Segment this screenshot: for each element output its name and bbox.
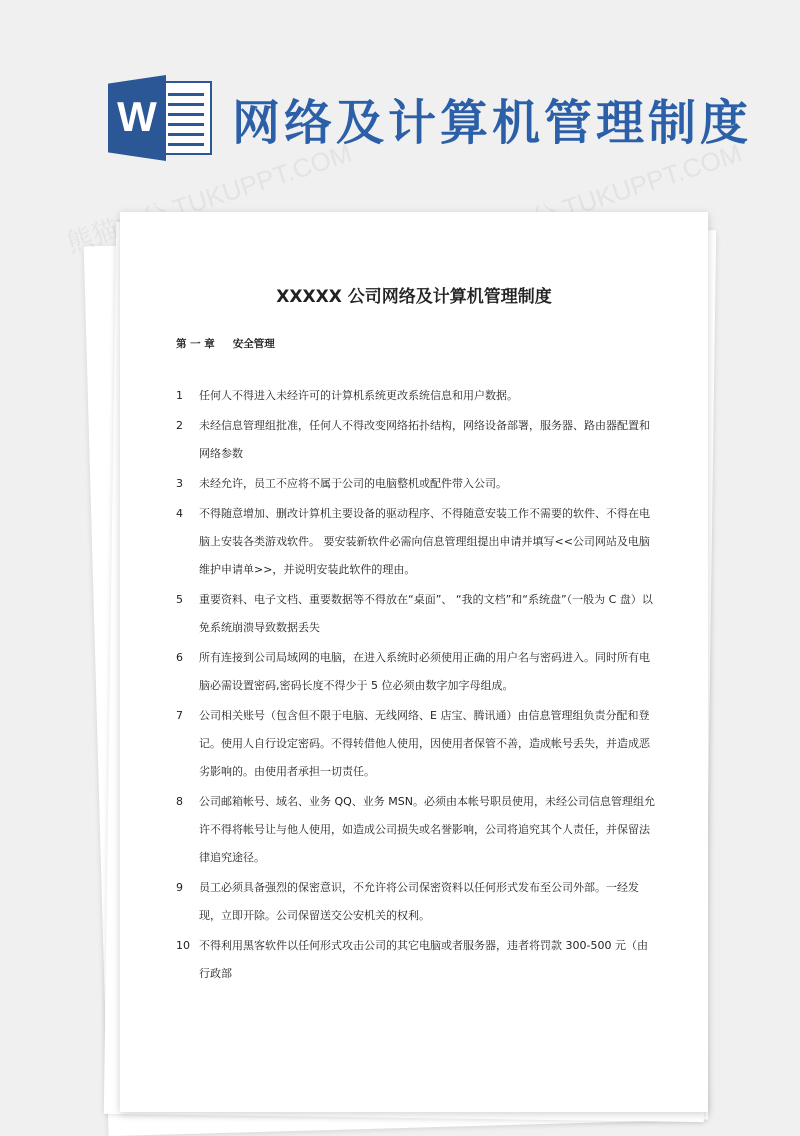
item-number: 8	[176, 795, 183, 808]
item-number: 7	[176, 709, 183, 722]
word-document-icon	[108, 75, 212, 161]
watermark: 熊猫办公 TUKUPPT.COM	[63, 137, 356, 259]
list-item	[176, 874, 656, 930]
list-item	[176, 644, 656, 700]
item-text: 未经信息管理组批准，任何人不得改变网络拓扑结构，网络设备部署，服务器、路由器配置和网络参数	[199, 419, 650, 460]
banner	[0, 0, 800, 210]
item-text: 员工必须具备强烈的保密意识，不允许将公司保密资料以任何形式发布至公司外部。一经发现，立即开除。公司保留送交公安机关的权利。	[199, 881, 639, 922]
item-number: 10	[176, 939, 190, 952]
list-item	[176, 470, 656, 498]
item-number: 1	[176, 389, 183, 402]
item-text: 重要资料、电子文档、重要数据等不得放在“桌面”、 “我的文档”和“系统盘”（一般为 C 盘）以免系统崩溃导致数据丢失	[199, 593, 653, 634]
item-number: 2	[176, 419, 183, 432]
banner-title: 网络及计算机管理制度	[232, 95, 753, 151]
item-number: 9	[176, 881, 183, 894]
item-text: 不得随意增加、删改计算机主要设备的驱动程序、不得随意安装工作不需要的软件、不得在电脑上安装各类游戏软件。 要安装新软件必需向信息管理组提出申请并填写<<公司网站及电脑维护申请单>>，并说明安装此软件的理由。	[199, 507, 650, 576]
chapter-label: 第 一 章	[176, 338, 215, 350]
item-text: 公司相关账号（包含但不限于电脑、无线网络、E 店宝、腾讯通）由信息管理组负责分配和登记。使用人自行设定密码。不得转借他人使用，因使用者保管不善，造成帐号丢失，并造成恶劣影响的。由使用者承担一切责任。	[199, 709, 650, 778]
item-text: 未经允许，员工不应将不属于公司的电脑整机或配件带入公司。	[199, 477, 507, 490]
item-text: 任何人不得进入未经许可的计算机系统更改系统信息和用户数据。	[199, 389, 518, 402]
list-item	[176, 382, 656, 410]
word-icon-letter: W	[117, 93, 157, 140]
document-page	[120, 212, 708, 1112]
item-text: 所有连接到公司局域网的电脑，在进入系统时必须使用正确的用户名与密码进入。同时所有电脑必需设置密码,密码长度不得少于 5 位必须由数字加字母组成。	[199, 651, 650, 692]
chapter-name: 安全管理	[232, 338, 275, 350]
list-item	[176, 788, 656, 872]
item-number: 6	[176, 651, 183, 664]
list-item	[176, 586, 656, 642]
item-number: 4	[176, 507, 183, 520]
item-number: 5	[176, 593, 183, 606]
rule-list	[176, 382, 656, 990]
item-text: 不得利用黑客软件以任何形式攻击公司的其它电脑或者服务器，违者将罚款 300-500 元（由行政部	[199, 939, 648, 980]
chapter-heading	[176, 336, 275, 351]
list-item	[176, 702, 656, 786]
list-item	[176, 500, 656, 584]
watermark: 熊猫办公 TUKUPPT.COM	[453, 137, 746, 259]
item-number: 3	[176, 477, 183, 490]
list-item	[176, 412, 656, 468]
document-title: XXXXX 公司网络及计算机管理制度	[276, 287, 552, 307]
list-item	[176, 932, 656, 988]
item-text: 公司邮箱帐号、域名、业务 QQ、业务 MSN。必须由本帐号职员使用，未经公司信息管理组允许不得将帐号让与他人使用，如造成公司损失或名誉影响，公司将追究其个人责任，并保留法律追究途径。	[199, 795, 656, 864]
